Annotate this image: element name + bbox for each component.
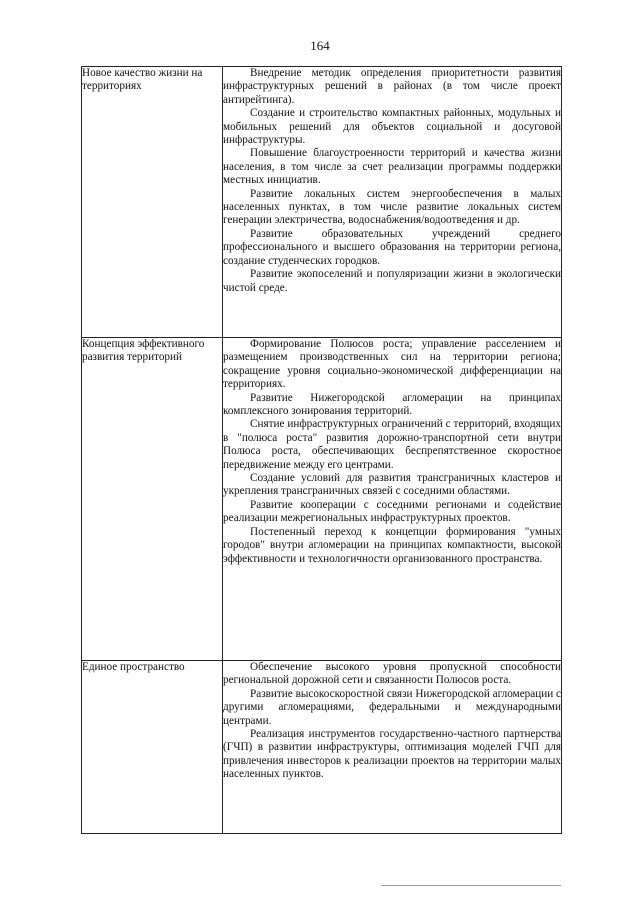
paragraph: Реализация инструментов государственно-частного партнерства (ГЧП) в развитии инфраструктуры, оптимизация моделей ГЧП для привлечения инвесторов к реализации проектов на территории малых населенных пунктов.: [223, 728, 561, 781]
table-row: [82, 661, 562, 834]
paragraph: Постепенный переход к концепции формирования "умных городов" внутри агломерации на принципах компактности, высокой эффективности и технологичности организованного пространства.: [223, 525, 561, 565]
paragraph: Развитие высокоскоростной связи Нижегородской агломерации с другими агломерациями, федеральными и международными центрами.: [223, 687, 561, 727]
row-label-single-space: Единое пространство: [82, 661, 223, 834]
paragraph: Обеспечение высокого уровня пропускной способности региональной дорожной сети и связанности Полюсов роста.: [223, 661, 561, 687]
paragraph: Развитие образовательных учреждений среднего профессионального и высшего образования на территории региона, создание студенческих городков.: [223, 227, 561, 267]
paragraph: Развитие экопоселений и популяризации жизни в экологически чистой среде.: [223, 268, 561, 294]
paragraph: Развитие Нижегородской агломерации на принципах комплексного зонирования территорий.: [223, 391, 561, 418]
row-content-territory-concept: [223, 338, 562, 661]
paragraph: Формирование Полюсов роста; управление расселением и размещением производственных сил на территории региона; сокращение уровня социально-экономической дифференциации на территориях.: [223, 338, 561, 391]
row-content-single-space: [223, 661, 562, 834]
paragraph: Создание и строительство компактных районных, модульных и мобильных решений для объектов социальной и досуговой инфраструктуры.: [223, 107, 561, 147]
row-label-territory-concept: Концепция эффективного развития территорий: [82, 338, 223, 661]
paragraph: Развитие кооперации с соседними регионами и содействие реализации межрегиональных инфраструктурных проектов.: [223, 498, 561, 525]
paragraph: Внедрение методик определения приоритетности развития инфраструктурных решений в районах (в том числе проект антирейтинга).: [223, 67, 561, 106]
paragraph: Снятие инфраструктурных ограничений с территорий, входящих в "полюса роста" развития дорожно-транспортной сети внутри Полюса роста, обеспечивающих беспрепятственное скоростное передвижение между его центрами.: [223, 418, 561, 471]
paragraph: Развитие локальных систем энергообеспечения в малых населенных пунктах, в том числе развитие локальных систем генерации электричества, водоснабжения/водоотведения и др.: [223, 187, 561, 227]
paragraph: Повышение благоустроенности территорий и качества жизни населения, в том числе за счет реализации программы поддержки местных инициатив.: [223, 147, 561, 187]
table-row: [82, 338, 562, 661]
page-number: 164: [310, 38, 330, 53]
paragraph: Создание условий для развития трансграничных кластеров и укрепления трансграничных связей с соседними областями.: [223, 472, 561, 498]
bottom-rule: [381, 885, 561, 886]
row-content-quality-of-life: [223, 67, 562, 338]
measures-table: [81, 66, 562, 834]
row-label-quality-of-life: Новое качество жизни на территориях: [82, 67, 223, 338]
table-row: [82, 67, 562, 338]
